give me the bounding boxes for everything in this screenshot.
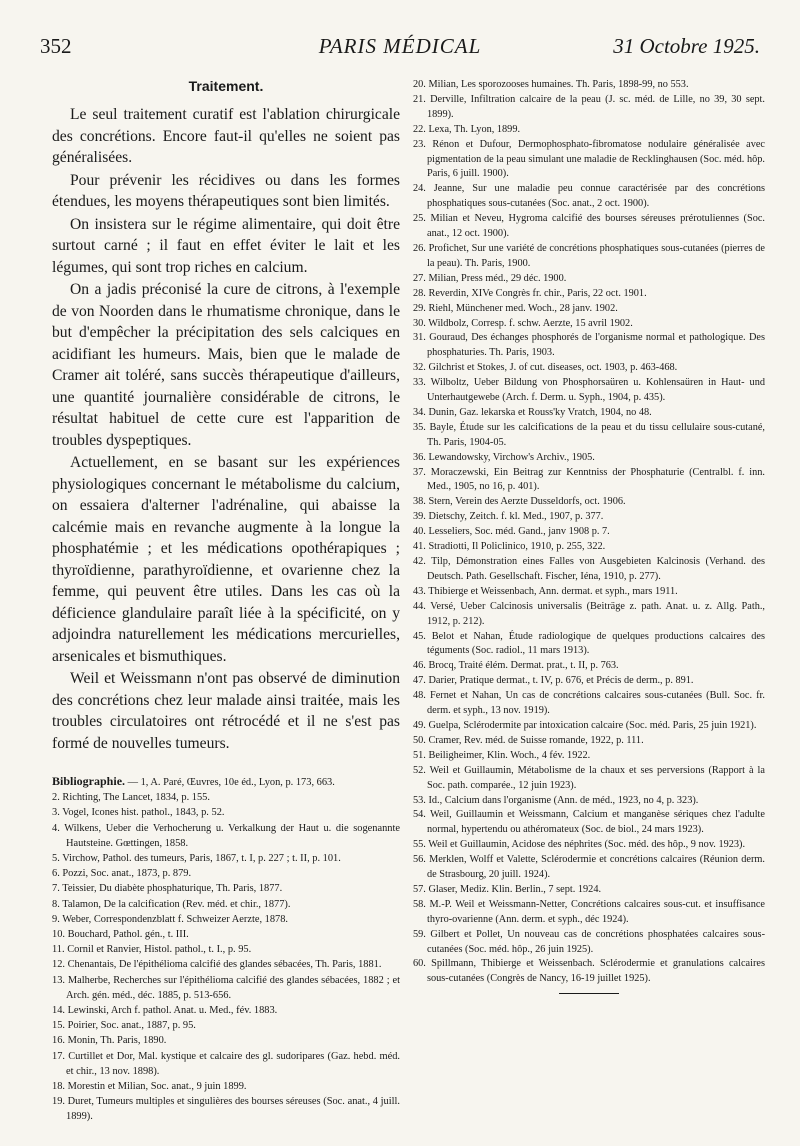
bibliography-entry: 58. M.-P. Weil et Weissmann-Netter, Concrétions calcaires sous-cut. et insuffisance thyro-ovarienne (Ann. derm. et syph., déc 1924). — [413, 898, 765, 925]
bibliography-entry: 42. Tilp, Démonstration eines Falles von Ausgebieten Kalcinosis (Verhand. des Deutsch. Path. Gesellschaft. Fischer, Iéna, 1910, p. 277). — [413, 556, 765, 582]
bibliography-entry: 54. Weil, Guillaumin et Weissmann, Calcium et manganèse sériques chez l'adulte normal, hypertendu ou athéromateux (Soc. de biol., 24 mars 1923). — [413, 809, 765, 836]
bibliography-entry: 37. Moraczewski, Ein Beitrag zur Kenntniss der Phosphaturie (Centralbl. f. inn. Med., 1905, no 16, p. 401). — [413, 466, 765, 493]
bibliography-entry: 19. Duret, Tumeurs multiples et singulières des bourses séreuses (Soc. anat., 4 juill. 1899). — [52, 1096, 400, 1123]
bibliography-entry: 8. Talamon, De la calcification (Rev. méd. et chir., 1877). — [52, 898, 291, 910]
paragraph: Le seul traitement curatif est l'ablation chirurgicale des concrétions. Encore faut-il qu'elles ne soient pas généralisées. — [52, 106, 400, 166]
bibliography-entry: 12. Chenantais, De l'épithélioma calcifié des glandes sébacées, Th. Paris, 1881. — [52, 959, 382, 971]
bibliography-entry: 2. Richting, The Lancet, 1834, p. 155. — [52, 792, 210, 804]
paragraph: Pour prévenir les récidives ou dans les formes étendues, les moyens thérapeutiques sont bien limités. — [52, 171, 400, 210]
page-header — [40, 34, 760, 64]
bibliography — [52, 774, 400, 1125]
bibliography-entry: 32. Gilchrist et Stokes, J. of cut. diseases, oct. 1903, p. 463-468. — [413, 362, 678, 374]
end-rule — [559, 993, 619, 994]
bibliography-list — [52, 790, 400, 1124]
bibliography-entry: 26. Profichet, Sur une variété de concrétions phosphatiques sous-cutanées (pierres de la peau). Th. Paris, 1900. — [413, 242, 765, 269]
bibliography-entry: 30. Wildbolz, Corresp. f. schw. Aerzte, 15 avril 1902. — [413, 317, 633, 329]
left-column — [52, 78, 400, 1125]
bibliography-entry — [52, 774, 400, 790]
bibliography-entry: 22. Lexa, Th. Lyon, 1899. — [413, 123, 521, 135]
bibliography-entry: 51. Beiligheimer, Klin. Woch., 4 fév. 1922. — [413, 749, 591, 761]
paragraph: On insistera sur le régime alimentaire, qui doit être surtout carné ; il faut en effet éviter le lait et les légumes, qui sont trop riches en calcium. — [52, 215, 400, 276]
bibliography-entry: 59. Gilbert et Pollet, Un nouveau cas de concrétions phosphatées calcaires sous-cutanées (Soc. méd. hôp., 26 juin 1925). — [413, 928, 765, 955]
bibliography-entry: 15. Poirier, Soc. anat., 1887, p. 95. — [52, 1020, 196, 1032]
bibliography-entry: 21. Derville, Infiltration calcaire de la peau (J. sc. méd. de Lille, no 39, 30 sept. 1899). — [413, 93, 765, 120]
bibliography-entry: 11. Cornil et Ranvier, Histol. pathol., t. I., p. 95. — [52, 944, 252, 956]
bibliography-entry: 3. Vogel, Icones hist. pathol., 1843, p. 52. — [52, 807, 225, 819]
bibliography-entry: 14. Lewinski, Arch f. pathol. Anat. u. Med., fév. 1883. — [52, 1005, 278, 1017]
bibliography-entry: 35. Bayle, Étude sur les calcifications de la peau et du tissu cellulaire sous-cutané, Th. Paris, 1904-05. — [413, 421, 765, 448]
bibliography-entry: 47. Darier, Pratique dermat., t. IV, p. 676, et Précis de derm., p. 891. — [413, 675, 694, 687]
bibliography-entry: 50. Cramer, Rev. méd. de Suisse romande, 1922, p. 111. — [413, 734, 644, 746]
bibliography-entry: 48. Fernet et Nahan, Un cas de concrétions calcaires sous-cutanées (Bull. Soc. fr. derm. et syph., 13 nov. 1919). — [413, 690, 765, 717]
bibliography-entry: 55. Weil et Guillaumin, Acidose des néphrites (Soc. méd. des hôp., 9 nov. 1923). — [413, 839, 746, 851]
bibliography-entry: 13. Malherbe, Recherches sur l'épithélioma calcifié des glandes sébacées, 1882 ; et Arch. gén. méd., déc. 1885, p. 513-656. — [52, 974, 400, 1001]
bibliography-entry: 38. Stern, Verein des Aerzte Dusseldorfs, oct. 1906. — [413, 496, 626, 508]
bibliography-entry: 27. Milian, Press méd., 29 déc. 1900. — [413, 272, 567, 284]
bibliography-entry: 10. Bouchard, Pathol. gén., t. III. — [52, 929, 189, 941]
bibliography-entry: 60. Spillmann, Thibierge et Weissenbach. Sclérodermie et granulations calcaires sous-cutanées (Congrès de Nancy, 16-19 juillet 1925). — [413, 958, 765, 985]
bibliography-entry: 28. Reverdin, XIVe Congrès fr. chir., Paris, 22 oct. 1901. — [413, 287, 647, 299]
page-number: 352 — [40, 34, 72, 58]
bibliography-entry: 40. Lesseliers, Soc. méd. Gand., janv 1908 p. 7. — [413, 526, 610, 538]
bibliography-list — [413, 78, 765, 987]
bibliography-heading: Bibliographie. — [52, 774, 126, 788]
bibliography-entry: 24. Jeanne, Sur une maladie peu connue caractérisée par des concrétions phosphatiques sous-cutanées (Soc. anat., 2 oct. 1900). — [413, 183, 765, 210]
bibliography-entry: 44. Versé, Ueber Calcinosis universalis (Beiträge z. path. Anat. u. z. Allg. Path., 1912, p. 212). — [413, 600, 765, 627]
bibliography-entry: 23. Rénon et Dufour, Dermophosphato-fibromatose nodulaire généralisée avec pigmentation de la peau simulant une maladie de Recklinghausen (Soc. méd. hôp. Paris, 6 juill. 1900). — [413, 138, 765, 180]
bibliography-entry: 5. Virchow, Pathol. des tumeurs, Paris, 1867, t. I, p. 227 ; t. II, p. 101. — [52, 853, 341, 865]
bibliography-entry: 52. Weil et Guillaumin, Métabolisme de la chaux et ses perversions (Rapport à la Soc. path. comparée., 12 juin 1923). — [413, 764, 765, 791]
bibliography-entry: 7. Teissier, Du diabète phosphaturique, Th. Paris, 1877. — [52, 883, 283, 895]
bibliography-first-entry: — 1, A. Paré, Œuvres, 10e éd., Lyon, p. 173, 663. — [125, 777, 335, 788]
journal-title: PARIS MÉDICAL — [318, 34, 482, 58]
paragraph: Weil et Weissmann n'ont pas observé de diminution des concrétions chez leur malade ainsi traitée, mais les troubles circulatoires ont rétrocédé et il ne s'est pas formé de nouvelles tumeurs. — [52, 670, 400, 752]
paragraph: Actuellement, en se basant sur les expériences physiologiques concernant le métabolisme du calcium, on essaiera d'alterner l'adrénaline, qui abaisse la calcémie mais en revanche augmente à la longue la phosphatémie ; et les médications opothérapiques ; thyroïdienne, parathyroïdienne, et ovarienne chez la femme, qui peuvent être utiles. Dans les cas où la déficience glandulaire paraît liée à la spécificité, on y adjoindra naturellement les médications mercurielles, arsenicales et bismuthiques. — [52, 454, 400, 665]
bibliography-entry: 36. Lewandowsky, Virchow's Archiv., 1905. — [413, 451, 595, 463]
bibliography-entry: 29. Riehl, Münchener med. Woch., 28 janv. 1902. — [413, 302, 618, 314]
bibliography-entry: 39. Dietschy, Zeitch. f. kl. Med., 1907, p. 377. — [413, 511, 604, 523]
bibliography-entry: 34. Dunin, Gaz. lekarska et Rouss'ky Vratch, 1904, no 48. — [413, 406, 652, 418]
bibliography-entry: 49. Guelpa, Sclérodermite par intoxication calcaire (Soc. méd. Paris, 25 juin 1921). — [413, 719, 757, 731]
bibliography-entry: 25. Milian et Neveu, Hygroma calcifié des bourses séreuses prérotuliennes (Soc. anat., 12 oct. 1900). — [413, 213, 765, 240]
bibliography-entry: 31. Gouraud, Des échanges phosphorés de l'organisme normal et pathologique. Des phosphaturies. Th. Paris, 1903. — [413, 332, 765, 359]
bibliography-entry: 18. Morestin et Milian, Soc. anat., 9 juin 1899. — [52, 1081, 247, 1093]
right-column — [413, 78, 765, 994]
bibliography-entry: 45. Belot et Nahan, Étude radiologique de quelques productions calcaires des téguments (Soc. radiol., 11 mars 1913). — [413, 630, 765, 657]
bibliography-entry: 20. Milian, Les sporozooses humaines. Th. Paris, 1898-99, no 553. — [413, 79, 689, 90]
bibliography-entry: 4. Wilkens, Ueber die Verhocherung u. Verkalkung der Haut u. die sogenannte Hautsteine. Gœttingen, 1858. — [52, 822, 400, 849]
bibliography-entry: 17. Curtillet et Dor, Mal. kystique et calcaire des gl. sudoripares (Gaz. hebd. méd. et chir., 13 nov. 1898). — [52, 1050, 400, 1077]
bibliography-entry: 57. Glaser, Mediz. Klin. Berlin., 7 sept. 1924. — [413, 883, 602, 895]
bibliography-entry: 9. Weber, Correspondenzblatt f. Schweizer Aerzte, 1878. — [52, 913, 289, 925]
bibliography-entry: 6. Pozzi, Soc. anat., 1873, p. 879. — [52, 868, 192, 880]
bibliography-entry: 33. Wilboltz, Ueber Bildung von Phosphorsaüren u. Kohlensaüren in Haut- und Unterhautgewebe (Arch. f. Derm. u. Syph., 1904, p. 435). — [413, 377, 765, 404]
bibliography-entry: 16. Monin, Th. Paris, 1890. — [52, 1035, 167, 1047]
paragraph: On a jadis préconisé la cure de citrons, à l'exemple de von Noorden dans le rhumatisme chronique, dans le but d'empêcher la précipitation des sels calciques en acidifiant les humeurs. Mais, bien que le malade de Cramer ait toléré, sans succès thérapeutique d'ailleurs, une quantité journalière considérable de citrons, le résultat habituel de cette cure est l'apparition de troubles dyspeptiques. — [52, 281, 400, 449]
bibliography-entry: 56. Merklen, Wolff et Valette, Sclérodermie et concrétions calcaires (Réunion derm. de Strasbourg, 20 juill. 1924). — [413, 854, 765, 881]
bibliography-entry: 41. Stradiotti, Il Policlinico, 1910, p. 255, 322. — [413, 541, 606, 553]
issue-date: 31 Octobre 1925. — [613, 34, 760, 58]
bibliography-entry: 46. Brocq, Traité élém. Dermat. prat., t. II, p. 763. — [413, 660, 619, 672]
section-title: Traitement. — [188, 78, 264, 94]
bibliography-entry: 43. Thibierge et Weissenbach, Ann. dermat. et syph., mars 1911. — [413, 585, 678, 597]
bibliography-entry: 53. Id., Calcium dans l'organisme (Ann. de méd., 1923, no 4, p. 323). — [413, 794, 699, 806]
